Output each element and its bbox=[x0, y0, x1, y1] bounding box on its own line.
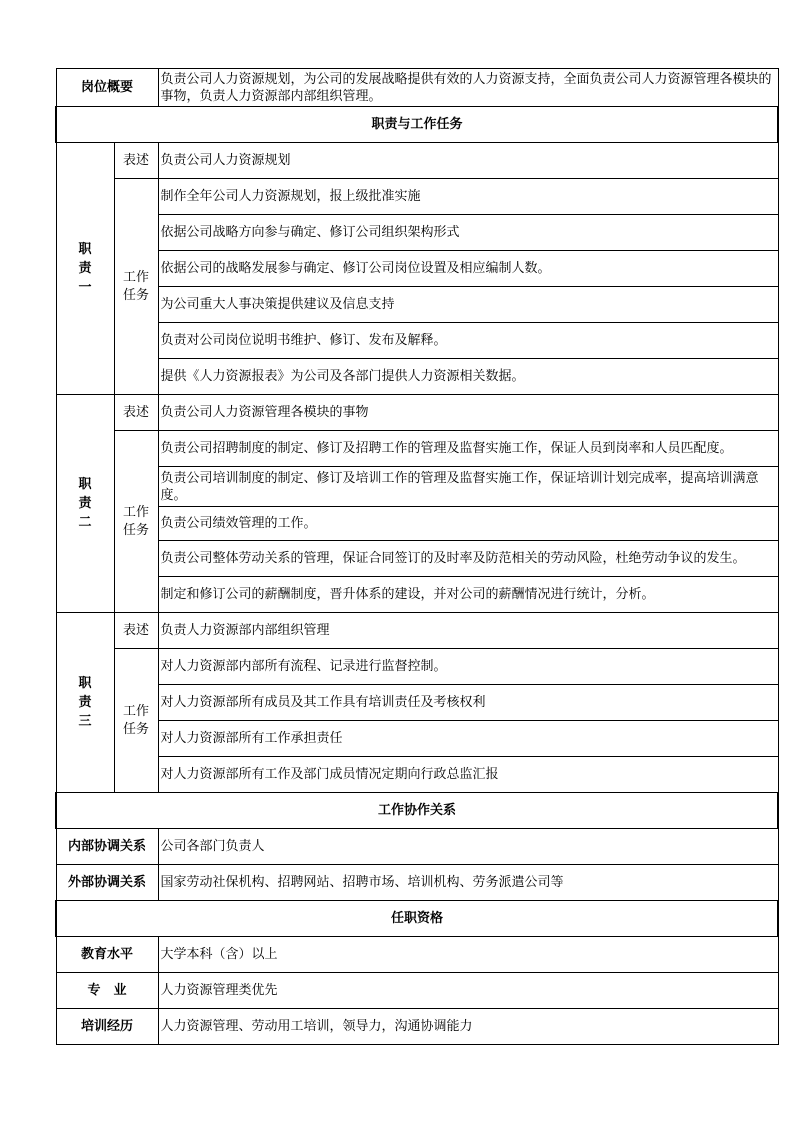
duty-1-task: 制作全年公司人力资源规划，报上级批准实施 bbox=[158, 179, 778, 215]
duty-3-task: 对人力资源部所有成员及其工作具有培训责任及考核权利 bbox=[158, 685, 778, 721]
duty-2-task: 负责公司绩效管理的工作。 bbox=[158, 507, 778, 541]
duty-1-desc-row bbox=[56, 143, 778, 179]
duty-1-task: 依据公司的战略发展参与确定、修订公司岗位设置及相应编制人数。 bbox=[158, 251, 778, 287]
external-relation-value: 国家劳动社保机构、招聘网站、招聘市场、培训机构、劳务派遣公司等 bbox=[158, 865, 778, 901]
duty-3-desc: 负责人力资源部内部组织管理 bbox=[158, 613, 778, 649]
major-value: 人力资源管理类优先 bbox=[158, 973, 778, 1009]
education-row bbox=[56, 937, 778, 973]
duty-2-task: 制定和修订公司的薪酬制度，晋升体系的建设，并对公司的薪酬情况进行统计，分析。 bbox=[158, 577, 778, 613]
duty-1-task: 依据公司战略方向参与确定、修订公司组织架构形式 bbox=[158, 215, 778, 251]
major-row bbox=[56, 973, 778, 1009]
duties-section-title: 职责与工作任务 bbox=[56, 107, 778, 143]
duty-2-task: 负责公司培训制度的制定、修订及培训工作的管理及监督实施工作，保证培训计划完成率，提高培训满意度。 bbox=[158, 467, 778, 507]
duty-1-tasks-label: 工作任务 bbox=[114, 179, 158, 395]
relations-section-title: 工作协作关系 bbox=[56, 793, 778, 829]
duty-1-task-row bbox=[56, 359, 778, 395]
duty-1-task-row bbox=[56, 287, 778, 323]
internal-relation-value: 公司各部门负责人 bbox=[158, 829, 778, 865]
duty-1-label: 职责一 bbox=[56, 143, 114, 395]
duty-1-task: 负责对公司岗位说明书维护、修订、发布及解释。 bbox=[158, 323, 778, 359]
duty-2-task-row bbox=[56, 507, 778, 541]
duty-3-tasks-label: 工作任务 bbox=[114, 649, 158, 793]
qualifications-section-title: 任职资格 bbox=[56, 901, 778, 937]
duty-2-task-row bbox=[56, 541, 778, 577]
overview-text: 负责公司人力资源规划，为公司的发展战略提供有效的人力资源支持，全面负责公司人力资源管理各模块的事物，负责人力资源部内部组织管理。 bbox=[158, 69, 778, 107]
duty-2-task: 负责公司招聘制度的制定、修订及招聘工作的管理及监督实施工作，保证人员到岗率和人员匹配度。 bbox=[158, 431, 778, 467]
duty-3-task: 对人力资源部内部所有流程、记录进行监督控制。 bbox=[158, 649, 778, 685]
duty-3-task-row bbox=[56, 757, 778, 793]
overview-label: 岗位概要 bbox=[56, 69, 158, 107]
job-description-table bbox=[55, 68, 779, 1045]
duty-2-desc-row bbox=[56, 395, 778, 431]
duty-3-task: 对人力资源部所有工作及部门成员情况定期向行政总监汇报 bbox=[158, 757, 778, 793]
duty-2-task-row bbox=[56, 431, 778, 467]
duty-2-task-row bbox=[56, 577, 778, 613]
external-relation-label: 外部协调关系 bbox=[56, 865, 158, 901]
relations-header-row bbox=[56, 793, 778, 829]
duty-3-label: 职责三 bbox=[56, 613, 114, 793]
duty-1-task-row bbox=[56, 323, 778, 359]
duty-1-task-row bbox=[56, 215, 778, 251]
duty-1-task: 为公司重大人事决策提供建议及信息支持 bbox=[158, 287, 778, 323]
major-label: 专 业 bbox=[56, 973, 158, 1009]
duty-2-task: 负责公司整体劳动关系的管理，保证合同签订的及时率及防范相关的劳动风险，杜绝劳动争议的发生。 bbox=[158, 541, 778, 577]
external-relation-row bbox=[56, 865, 778, 901]
qualifications-header-row bbox=[56, 901, 778, 937]
duty-2-task-row bbox=[56, 467, 778, 507]
training-label: 培训经历 bbox=[56, 1009, 158, 1045]
duty-3-task-row bbox=[56, 649, 778, 685]
duty-2-tasks-label: 工作任务 bbox=[114, 431, 158, 613]
internal-relation-row bbox=[56, 829, 778, 865]
duty-1-desc: 负责公司人力资源规划 bbox=[158, 143, 778, 179]
duty-2-desc: 负责公司人力资源管理各模块的事物 bbox=[158, 395, 778, 431]
training-row bbox=[56, 1009, 778, 1045]
duty-1-task: 提供《人力资源报表》为公司及各部门提供人力资源相关数据。 bbox=[158, 359, 778, 395]
duty-2-desc-label: 表述 bbox=[114, 395, 158, 431]
duty-3-task-row bbox=[56, 685, 778, 721]
duty-1-task-row bbox=[56, 251, 778, 287]
duty-3-desc-label: 表述 bbox=[114, 613, 158, 649]
duties-header-row bbox=[56, 107, 778, 143]
duty-1-task-row bbox=[56, 179, 778, 215]
training-value: 人力资源管理、劳动用工培训，领导力，沟通协调能力 bbox=[158, 1009, 778, 1045]
education-label: 教育水平 bbox=[56, 937, 158, 973]
duty-3-task-row bbox=[56, 721, 778, 757]
education-value: 大学本科（含）以上 bbox=[158, 937, 778, 973]
duty-1-desc-label: 表述 bbox=[114, 143, 158, 179]
internal-relation-label: 内部协调关系 bbox=[56, 829, 158, 865]
duty-3-desc-row bbox=[56, 613, 778, 649]
overview-row bbox=[56, 69, 778, 107]
duty-3-task: 对人力资源部所有工作承担责任 bbox=[158, 721, 778, 757]
duty-2-label: 职责二 bbox=[56, 395, 114, 613]
